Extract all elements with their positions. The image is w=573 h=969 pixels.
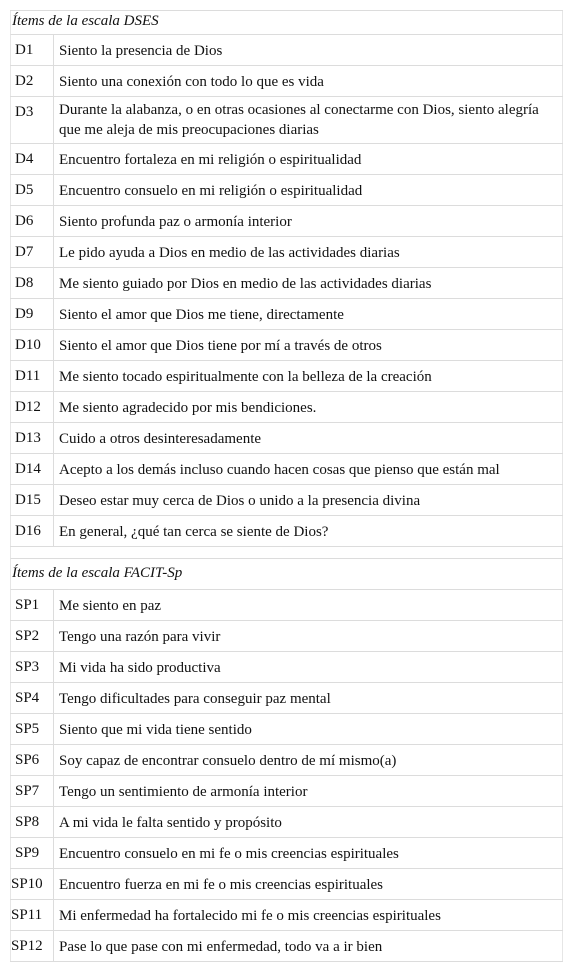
item-text: Me siento agradecido por mis bendiciones. [54, 392, 563, 422]
item-text: Encuentro consuelo en mi fe o mis creencias espirituales [54, 838, 563, 868]
item-code: D7 [10, 237, 54, 267]
item-text: Durante la alabanza, o en otras ocasiones al conectarme con Dios, siento alegría que me aleja de mis preocupaciones diarias [54, 97, 563, 143]
dses-section-title: Ítems de la escala DSES [10, 11, 563, 35]
item-code: D16 [10, 516, 54, 546]
table-row [10, 807, 563, 838]
item-code: D1 [10, 35, 54, 65]
item-text: Siento que mi vida tiene sentido [54, 714, 563, 744]
item-code: SP4 [10, 683, 54, 713]
item-text: Siento la presencia de Dios [54, 35, 563, 65]
item-code: D10 [10, 330, 54, 360]
table-row [10, 299, 563, 330]
table-row [10, 683, 563, 714]
table-row [10, 621, 563, 652]
item-text: Me siento tocado espiritualmente con la belleza de la creación [54, 361, 563, 391]
item-code: D4 [10, 144, 54, 174]
item-code: SP2 [10, 621, 54, 651]
item-code: SP10 [10, 869, 54, 899]
table-row [10, 776, 563, 807]
item-text: A mi vida le falta sentido y propósito [54, 807, 563, 837]
item-text: Pase lo que pase con mi enfermedad, todo va a ir bien [54, 931, 563, 961]
table-row [10, 330, 563, 361]
item-text: Le pido ayuda a Dios en medio de las actividades diarias [54, 237, 563, 267]
item-code: D2 [10, 66, 54, 96]
item-code: D9 [10, 299, 54, 329]
item-text: Encuentro fortaleza en mi religión o espiritualidad [54, 144, 563, 174]
table-row [10, 485, 563, 516]
item-code: SP1 [10, 590, 54, 620]
item-code: D13 [10, 423, 54, 453]
item-text: Siento profunda paz o armonía interior [54, 206, 563, 236]
table-row [10, 268, 563, 299]
item-text: Tengo un sentimiento de armonía interior [54, 776, 563, 806]
item-text: Siento el amor que Dios me tiene, directamente [54, 299, 563, 329]
table-row [10, 516, 563, 547]
item-text: Tengo dificultades para conseguir paz mental [54, 683, 563, 713]
item-code: SP11 [10, 900, 54, 930]
item-code: SP12 [10, 931, 54, 961]
table-row [10, 97, 563, 144]
table-row [10, 144, 563, 175]
item-text: Siento una conexión con todo lo que es vida [54, 66, 563, 96]
table-row [10, 900, 563, 931]
item-text: Cuido a otros desinteresadamente [54, 423, 563, 453]
table-row [10, 869, 563, 900]
table-row [10, 745, 563, 776]
item-text: Encuentro fuerza en mi fe o mis creencias espirituales [54, 869, 563, 899]
item-code: D6 [10, 206, 54, 236]
item-text: Soy capaz de encontrar consuelo dentro de mí mismo(a) [54, 745, 563, 775]
table-row [10, 423, 563, 454]
item-code: D14 [10, 454, 54, 484]
item-code: SP9 [10, 838, 54, 868]
section-divider [10, 547, 563, 559]
item-code: SP5 [10, 714, 54, 744]
item-code: SP6 [10, 745, 54, 775]
item-text: Tengo una razón para vivir [54, 621, 563, 651]
table-row [10, 931, 563, 962]
table-row [10, 392, 563, 423]
item-code: SP3 [10, 652, 54, 682]
table-row [10, 206, 563, 237]
item-text: Mi vida ha sido productiva [54, 652, 563, 682]
item-text: Mi enfermedad ha fortalecido mi fe o mis creencias espirituales [54, 900, 563, 930]
item-code: D8 [10, 268, 54, 298]
item-text: Acepto a los demás incluso cuando hacen cosas que pienso que están mal [54, 454, 563, 484]
item-text: Me siento guiado por Dios en medio de las actividades diarias [54, 268, 563, 298]
table-row [10, 361, 563, 392]
table-row [10, 714, 563, 745]
table-row [10, 35, 563, 66]
item-text: Me siento en paz [54, 590, 563, 620]
table-row [10, 237, 563, 268]
item-text: Siento el amor que Dios tiene por mí a través de otros [54, 330, 563, 360]
table-row [10, 652, 563, 683]
item-code: D5 [10, 175, 54, 205]
item-text: Encuentro consuelo en mi religión o espiritualidad [54, 175, 563, 205]
item-code: D3 [10, 97, 54, 143]
facit-section-title: Ítems de la escala FACIT-Sp [10, 559, 563, 590]
item-code: D15 [10, 485, 54, 515]
item-code: D12 [10, 392, 54, 422]
items-table [10, 10, 563, 962]
item-code: SP7 [10, 776, 54, 806]
table-row [10, 590, 563, 621]
item-code: SP8 [10, 807, 54, 837]
table-row [10, 838, 563, 869]
table-row [10, 454, 563, 485]
item-code: D11 [10, 361, 54, 391]
item-text: En general, ¿qué tan cerca se siente de Dios? [54, 516, 563, 546]
table-row [10, 175, 563, 206]
item-text: Deseo estar muy cerca de Dios o unido a la presencia divina [54, 485, 563, 515]
table-row [10, 66, 563, 97]
